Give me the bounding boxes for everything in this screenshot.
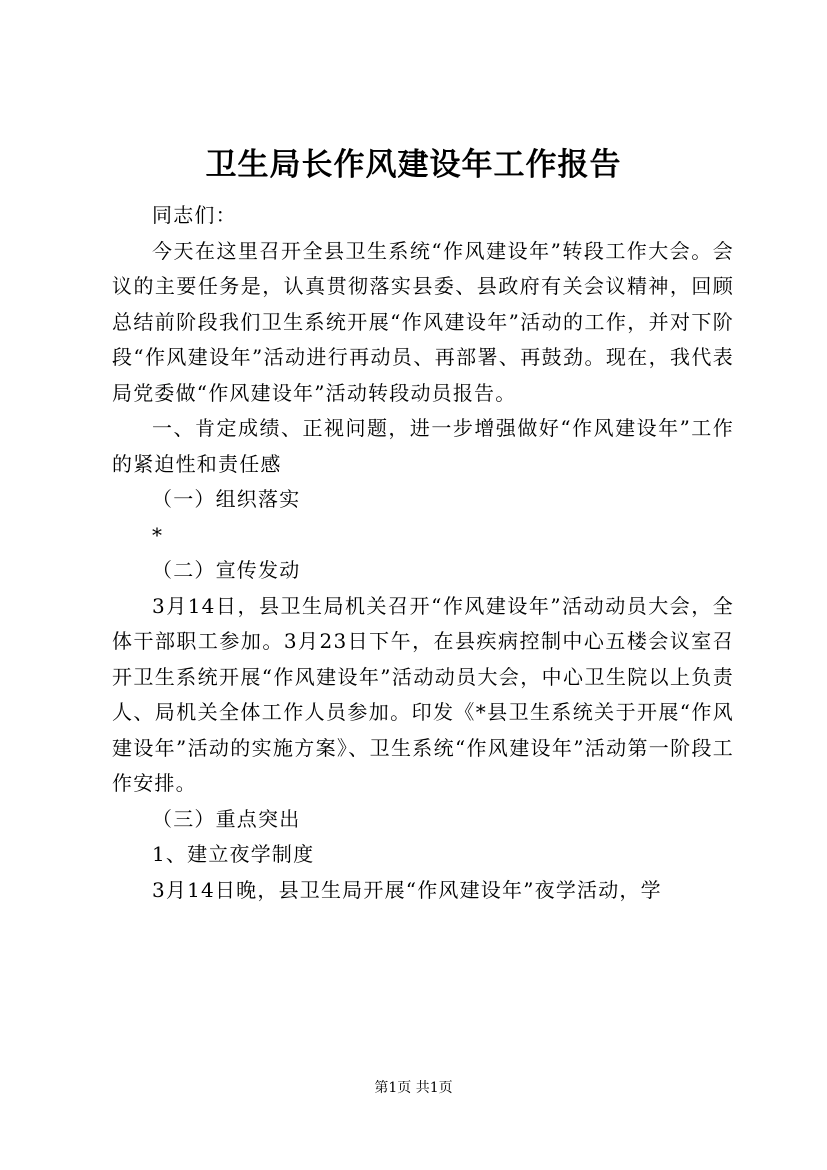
paragraph: （二）宣传发动 <box>152 558 301 582</box>
page-footer: 第1页 共1页 <box>374 1080 453 1096</box>
paragraph: 3月14日，县卫生局机关召开“作风建设年”活动动员大会，全体干部职工参加。3月23日下午，在县疾病控制中心五楼会议室召开卫生系统开展“作风建设年”活动动员大会，中心卫生院以上负责人、局机关全体工作人员参加。印发《*县卫生系统关于开展“作风建设年”活动的实施方案》、卫生系统“作风建设年”活动第一阶段工作安排。 <box>112 593 734 795</box>
paragraph: 同志们： <box>152 203 237 227</box>
paragraph: （一）组织落实 <box>152 487 301 511</box>
paragraph: 3月14日晚，县卫生局开展“作风建设年”夜学活动，学 <box>152 877 662 902</box>
paragraph: 1、建立夜学制度 <box>152 842 315 866</box>
document-title: 卫生局长作风建设年工作报告 <box>205 147 622 183</box>
document-body <box>112 198 734 908</box>
paragraph: （三）重点突出 <box>152 806 301 831</box>
paragraph: * <box>152 522 164 547</box>
paragraph: 一、肯定成绩、正视问题，进一步增强做好“作风建设年”工作的紧迫性和责任感 <box>112 416 734 476</box>
paragraph: 今天在这里召开全县卫生系统“作风建设年”转段工作大会。会议的主要任务是，认真贯彻落实县委、县政府有关会议精神，回顾总结前阶段我们卫生系统开展“作风建设年”活动的工作，并对下阶段“作风建设年”活动进行再动员、再部署、再鼓劲。现在，我代表局党委做“作风建设年”活动转段动员报告。 <box>112 238 734 405</box>
